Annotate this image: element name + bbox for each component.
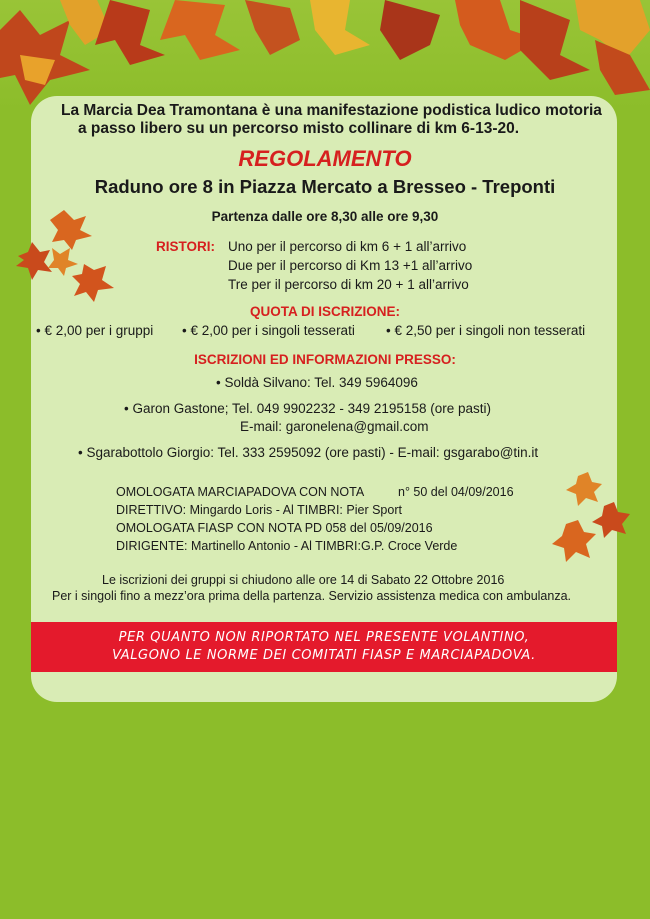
contact-garon: • Garon Gastone; Tel. 049 9902232 - 349 2195158 (ore pasti) — [124, 401, 491, 416]
omologazione-marciapadova: OMOLOGATA MARCIAPADOVA CON NOTA — [116, 485, 365, 499]
iscrizioni-heading: ISCRIZIONI ED INFORMAZIONI PRESSO: — [194, 352, 456, 367]
intro-line-2: a passo libero su un percorso misto collinare di km 6-13-20. — [78, 120, 520, 137]
quota-item-non-tesserati: • € 2,50 per i singoli non tesserati — [386, 323, 586, 338]
page-title: REGOLAMENTO — [238, 146, 412, 171]
start-time: Partenza dalle ore 8,30 alle ore 9,30 — [211, 209, 439, 224]
intro-line-1: La Marcia Dea Tramontana è una manifestazione podistica ludico motoria — [61, 102, 602, 119]
quota-item-tesserati: • € 2,00 per i singoli tesserati — [182, 323, 355, 338]
notice-line-1: PER QUANTO NON RIPORTATO NEL PRESENTE VOLANTINO, — [118, 630, 530, 645]
autumn-leaves-right — [548, 470, 638, 576]
note-singoli: Per i singoli fino a mezz’ora prima della partenza. Servizio assistenza medica con ambulanza. — [52, 589, 572, 603]
quota-heading: QUOTA DI ISCRIZIONE: — [250, 304, 400, 319]
notice-banner — [31, 622, 617, 672]
autumn-leaves-left — [14, 206, 118, 316]
leaf-icon — [16, 210, 114, 302]
meeting-point: Raduno ore 8 in Piazza Mercato a Bresseo - Treponti — [94, 176, 556, 197]
leaf-icon — [0, 0, 650, 105]
contact-sgarabottolo: • Sgarabottolo Giorgio: Tel. 333 2595092 (ore pasti) - E-mail: gsgarabo@tin.it — [78, 445, 539, 460]
dirigente-line: DIRIGENTE: Martinello Antonio - Al TIMBRI:G.P. Croce Verde — [116, 539, 458, 553]
ristori-line-2: Due per il percorso di Km 13 +1 all’arrivo — [228, 258, 473, 273]
note-gruppi: Le iscrizioni dei gruppi si chiudono alle ore 14 di Sabato 22 Ottobre 2016 — [102, 573, 505, 587]
quota-item-gruppi: • € 2,00 per i gruppi — [36, 323, 154, 338]
omologazione-marciapadova-nota: n° 50 del 04/09/2016 — [398, 485, 514, 499]
ristori-line-3: Tre per il percorso di km 20 + 1 all’arrivo — [228, 277, 469, 292]
ristori-line-1: Uno per il percorso di km 6 + 1 all’arrivo — [228, 239, 467, 254]
ristori-label: RISTORI: — [156, 239, 216, 254]
omologazione-fiasp: OMOLOGATA FIASP CON NOTA PD 058 del 05/09/2016 — [116, 521, 433, 535]
direttivo-line: DIRETTIVO: Mingardo Loris - Al TIMBRI: Pier Sport — [116, 503, 402, 517]
notice-line-2: VALGONO LE NORME DEI COMITATI FIASP E MARCIAPADOVA. — [112, 648, 536, 663]
autumn-leaves-top — [0, 0, 650, 110]
contact-garon-email: E-mail: garonelena@gmail.com — [240, 419, 429, 434]
leaf-icon — [552, 472, 630, 562]
contact-solda: • Soldà Silvano: Tel. 349 5964096 — [216, 375, 418, 390]
